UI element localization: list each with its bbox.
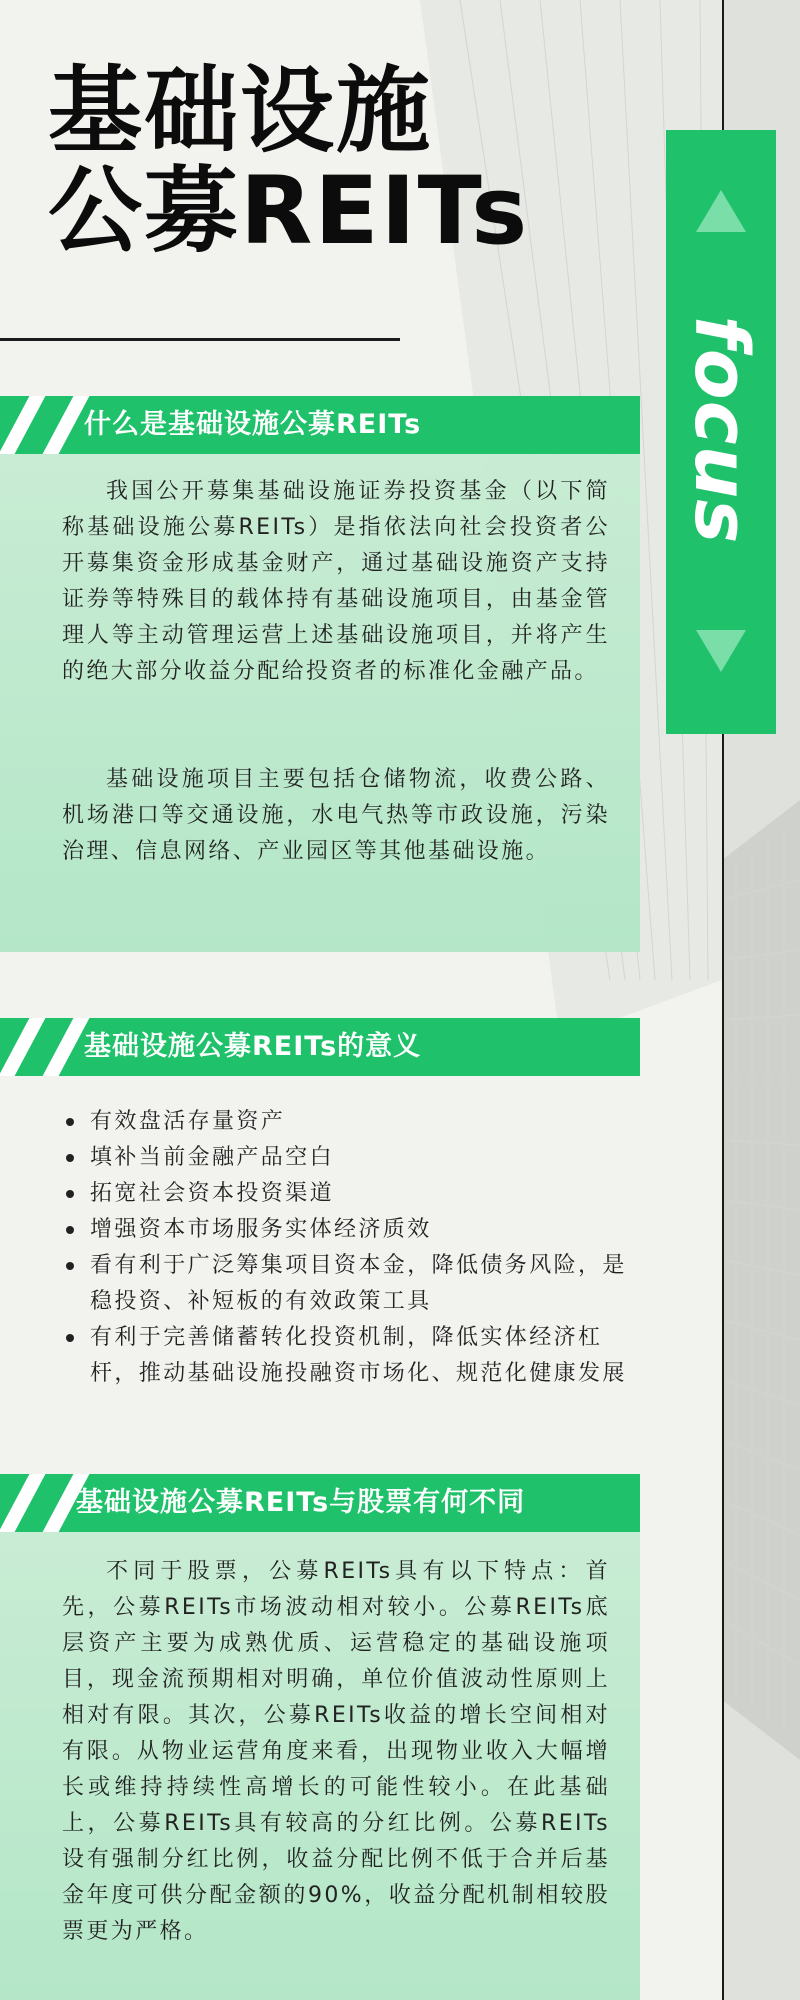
section-header-what-is (0, 396, 640, 454)
bullet-icon (66, 1262, 74, 1270)
list-item (62, 1320, 630, 1392)
section-paragraph: 我国公开募集基础设施证券投资基金（以下简称基础设施公募REITs）是指依法向社会投资者公开募集资金形成基金财产，通过基础设施资产支持证券等特殊目的载体持有基础设施项目，由基金管理人等主动管理运营上述基础设施项目，并将产生的绝大部分收益分配给投资者的标准化金融产品。 (62, 479, 610, 684)
list-item (62, 1248, 630, 1320)
list-item-text: 增强资本市场服务实体经济质效 (90, 1217, 432, 1242)
list-item-text: 拓宽社会资本投资渠道 (90, 1181, 335, 1206)
bullet-icon (66, 1118, 74, 1126)
bullet-icon (66, 1226, 74, 1234)
title-line-1: 基础设施 (48, 57, 433, 166)
list-item (62, 1212, 630, 1248)
list-item-text: 填补当前金融产品空白 (90, 1145, 335, 1170)
section-header-vs-stocks (0, 1474, 640, 1532)
focus-label: focus (678, 315, 764, 545)
significance-list (62, 1104, 630, 1392)
stripe-decoration (0, 1018, 48, 1076)
list-item-text: 有效盘活存量资产 (90, 1109, 286, 1134)
bullet-icon (66, 1190, 74, 1198)
page-title (48, 57, 530, 266)
title-underline (0, 338, 400, 341)
stripe-decoration (0, 396, 48, 454)
list-item (62, 1176, 630, 1212)
section-paragraph: 不同于股票，公募REITs具有以下特点：首先，公募REITs市场波动相对较小。公募REITs底层资产主要为成熟优质、运营稳定的基础设施项目，现金流预期相对明确，单位价值波动性原则上相对有限。其次，公募REITs收益的增长空间相对有限。从物业运营角度来看，出现物业收入大幅增长或维持持续性高增长的可能性较小。在此基础上，公募REITs具有较高的分红比例。公募REITs设有强制分红比例，收益分配比例不低于合并后基金年度可供分配金额的90%，收益分配机制相较股票更为严格。 (62, 1559, 610, 1944)
list-item-text: 有利于完善储蓄转化投资机制，降低实体经济杠杆，推动基础设施投融资市场化、规范化健康发展 (90, 1325, 627, 1386)
focus-banner (666, 130, 776, 734)
section-heading: 什么是基础设施公募REITs (84, 409, 422, 440)
bullet-icon (66, 1334, 74, 1342)
title-line-2: 公募REITs (48, 157, 530, 266)
list-item (62, 1104, 630, 1140)
arrow-down-icon (696, 630, 746, 672)
arrow-up-icon (696, 190, 746, 232)
bullet-icon (66, 1154, 74, 1162)
list-item-text: 看有利于广泛筹集项目资本金，降低债务风险，是稳投资、补短板的有效政策工具 (90, 1253, 627, 1314)
section-heading: 基础设施公募REITs的意义 (84, 1031, 422, 1062)
section-heading: 基础设施公募REITs与股票有何不同 (76, 1487, 526, 1518)
section-header-significance (0, 1018, 640, 1076)
section-paragraph: 基础设施项目主要包括仓储物流，收费公路、机场港口等交通设施，水电气热等市政设施，污染治理、信息网络、产业园区等其他基础设施。 (62, 767, 610, 864)
list-item (62, 1140, 630, 1176)
stripe-decoration (0, 1474, 48, 1532)
